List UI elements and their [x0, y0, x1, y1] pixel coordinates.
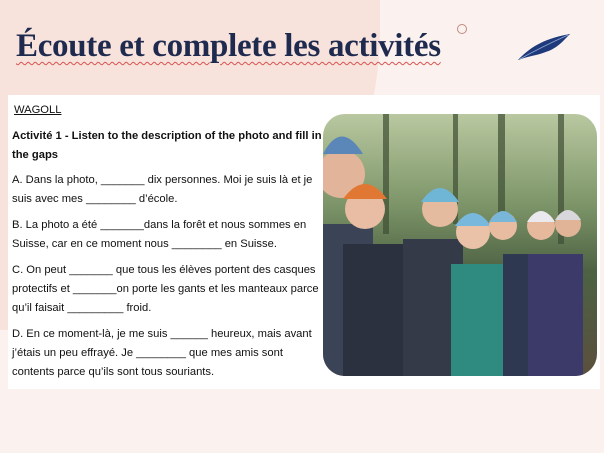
activity-text — [12, 101, 322, 389]
activity-heading: Activité 1 - Listen to the description of the photo and fill in the gaps — [12, 130, 322, 161]
rotate-handle-icon[interactable] — [457, 24, 467, 34]
paragraph-b: B. La photo a été _______dans la forêt et nous sommes en Suisse, car en ce moment nous ________ en Suisse. — [12, 219, 307, 250]
group-photo — [323, 114, 597, 376]
feather-icon — [516, 32, 572, 62]
paragraph-d: D. En ce moment-là, je me suis ______ heureux, mais avant j’étais un peu effrayé. Je ________ que mes amis sont contents parce qu’ils sont tous souriants. — [12, 328, 312, 378]
wagoll-label: WAGOLL — [14, 104, 62, 116]
paragraph-a: A. Dans la photo, _______ dix personnes. Moi je suis là et je suis avec mes ________ d’école. — [12, 174, 313, 205]
page-title: Écoute et complete les activités — [16, 28, 441, 64]
paragraph-c: C. On peut _______ que tous les élèves portent des casques protectifs et _______on porte les gants et les manteaux parce qu’il faisait _________ froid. — [12, 264, 319, 314]
